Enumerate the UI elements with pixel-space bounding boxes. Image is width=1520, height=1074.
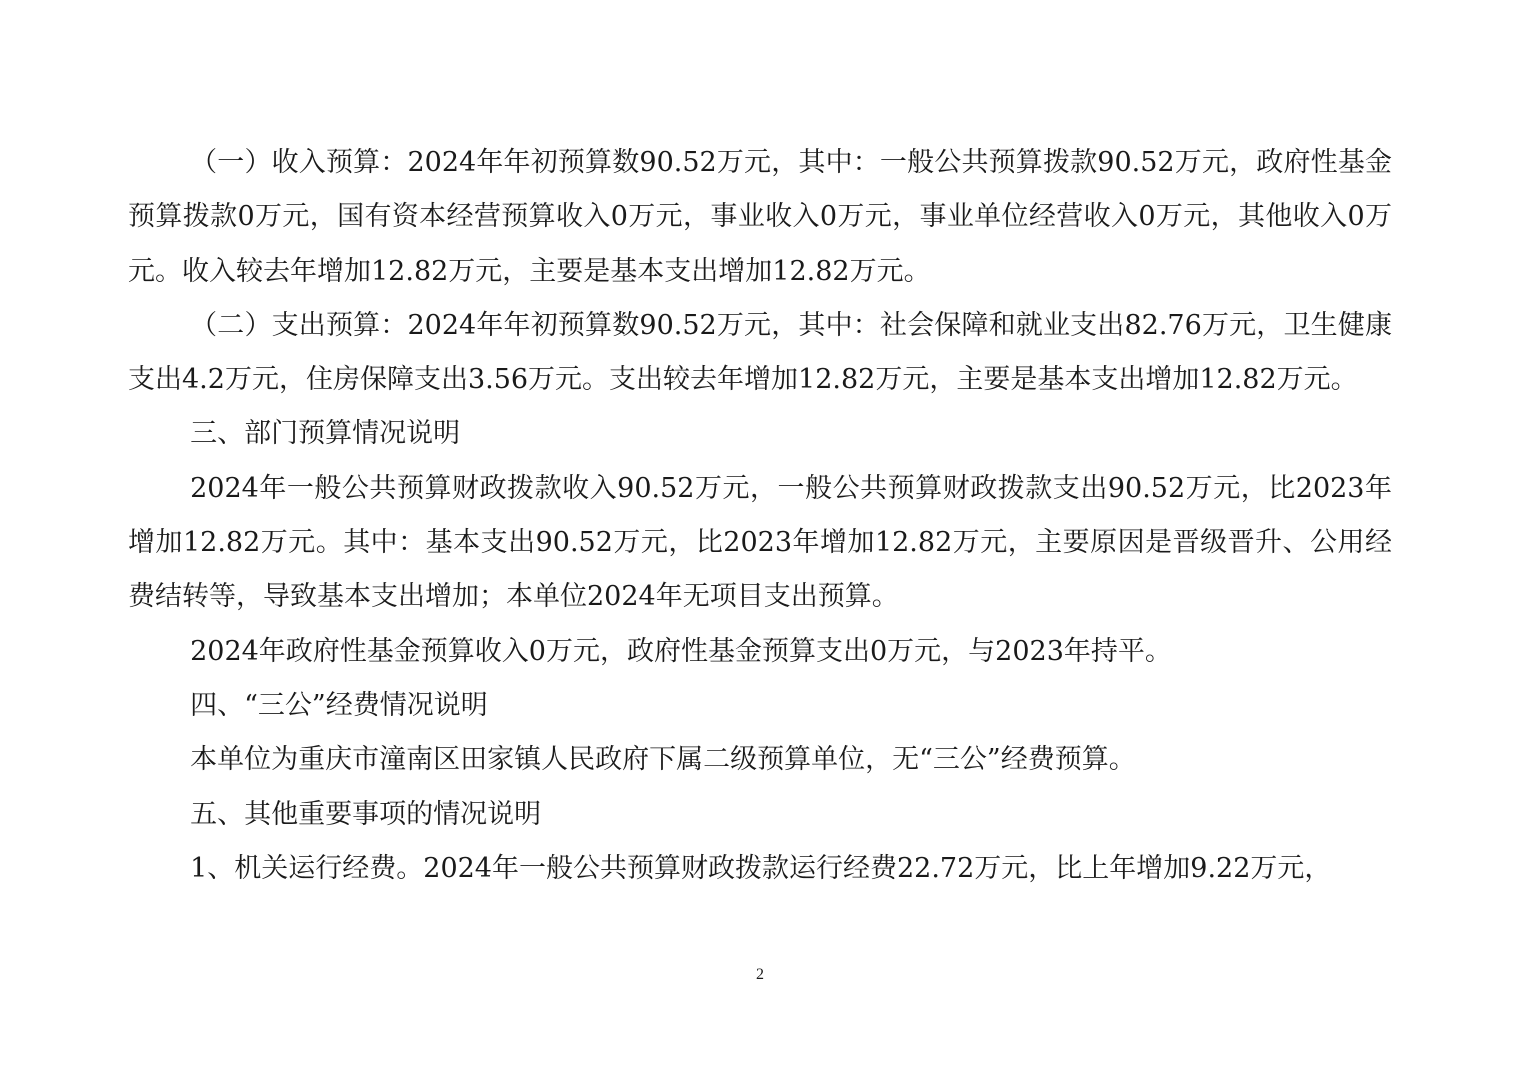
paragraph-expenditure-budget: （二）支出预算：2024年年初预算数90.52万元，其中：社会保障和就业支出82.76万元，卫生健康支出4.2万元，住房保障支出3.56万元。支出较去年增加12.82万元，主要是基本支出增加12.82万元。 <box>128 309 1392 396</box>
paragraph-income-budget: （一）收入预算：2024年年初预算数90.52万元，其中：一般公共预算拨款90.52万元，政府性基金预算拨款0万元，国有资本经营预算收入0万元，事业收入0万元，事业单位经营收入0万元，其他收入0万元。收入较去年增加12.82万元，主要是基本支出增加12.82万元。 <box>128 147 1392 287</box>
paragraph-general-public-budget: 2024年一般公共预算财政拨款收入90.52万元，一般公共预算财政拨款支出90.52万元，比2023年增加12.82万元。其中：基本支出90.52万元，比2023年增加12.82万元，主要原因是晋级晋升、公用经费结转等，导致基本支出增加；本单位2024年无项目支出预算。 <box>128 472 1392 613</box>
paragraph-operating-expenses: 1、机关运行经费。2024年一般公共预算财政拨款运行经费22.72万元，比上年增加9.22万元， <box>190 852 1332 884</box>
section-heading-department-budget: 三、部门预算情况说明 <box>190 418 461 450</box>
page-number: 2 <box>756 966 764 983</box>
section-heading-other-matters: 五、其他重要事项的情况说明 <box>190 798 542 830</box>
paragraph-three-public-expenses: 本单位为重庆市潼南区田家镇人民政府下属二级预算单位，无“三公”经费预算。 <box>190 744 1136 776</box>
document-body <box>128 136 1392 896</box>
section-heading-three-public-expenses: 四、“三公”经费情况说明 <box>190 689 488 721</box>
paragraph-government-fund-budget: 2024年政府性基金预算收入0万元，政府性基金预算支出0万元，与2023年持平。 <box>190 635 1172 667</box>
